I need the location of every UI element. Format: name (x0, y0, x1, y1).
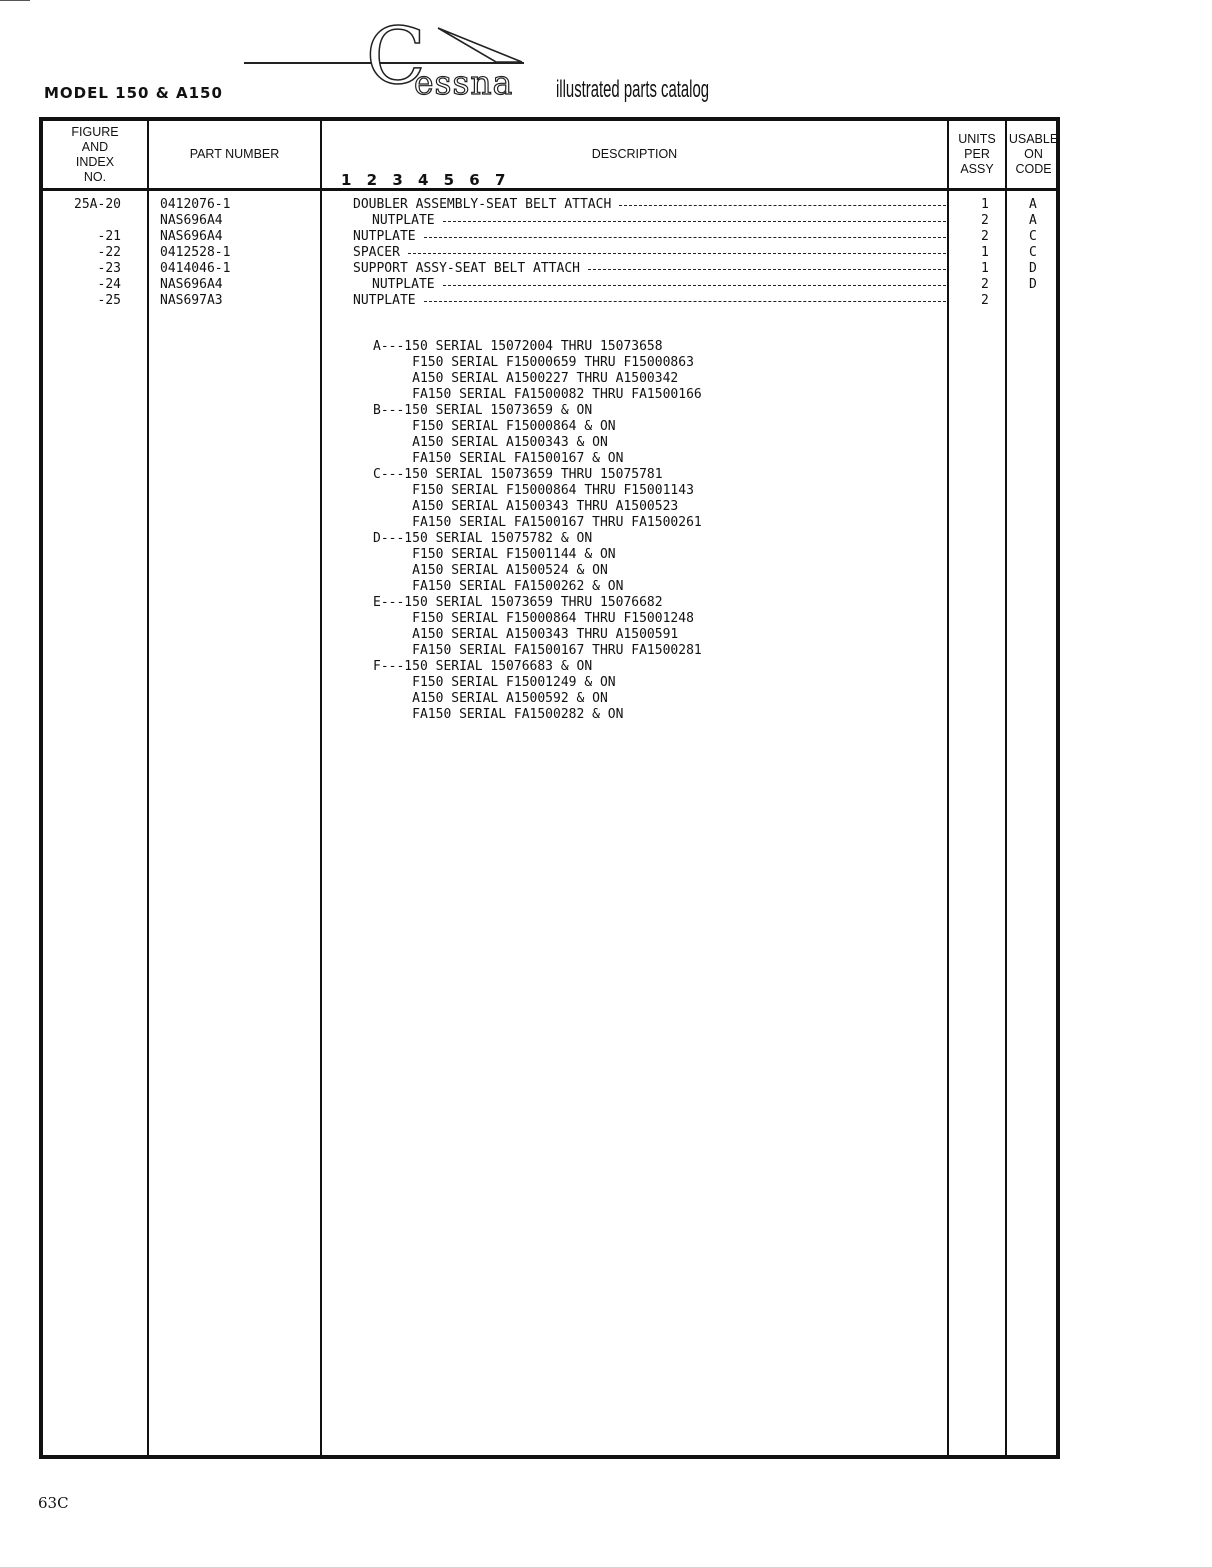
figure-index-cell: -22 (97, 245, 121, 260)
description-cell (353, 229, 948, 245)
effectivity-note-line: FA150 SERIAL FA1500282 & ON (373, 707, 624, 722)
header-part-number: PART NUMBER (189, 147, 280, 161)
usable-on-code-cell: A (1029, 213, 1037, 228)
part-number-cell: NAS697A3 (160, 293, 223, 308)
effectivity-note-line: F150 SERIAL F15000659 THRU F15000863 (373, 355, 694, 370)
usable-on-code-cell: D (1029, 261, 1037, 276)
effectivity-note-line: A150 SERIAL A1500524 & ON (373, 563, 608, 578)
effectivity-note-line: FA150 SERIAL FA1500082 THRU FA1500166 (373, 387, 702, 402)
effectivity-note-line: F150 SERIAL F15000864 & ON (373, 419, 616, 434)
effectivity-note-line: A150 SERIAL A1500227 THRU A1500342 (373, 371, 679, 386)
indent-level-header: 1 2 3 4 5 6 7 (341, 171, 511, 189)
effectivity-note-line: F150 SERIAL F15001144 & ON (373, 547, 616, 562)
logo-initial: C (366, 12, 426, 102)
part-number-cell: 0414046-1 (160, 261, 231, 276)
table-row (43, 213, 1056, 229)
units-per-assy-cell: 2 (981, 229, 989, 244)
effectivity-note-line: A150 SERIAL A1500343 THRU A1500523 (373, 499, 679, 514)
description-text: SUPPORT ASSY-SEAT BELT ATTACH (353, 261, 580, 276)
description-cell (372, 277, 948, 293)
table-row (43, 277, 1056, 293)
column-divider (1005, 121, 1007, 1455)
catalog-subtitle: illustrated parts catalog (556, 76, 710, 103)
leader-dashes (619, 197, 946, 206)
leader-dashes (443, 277, 946, 286)
effectivity-note-line: D---150 SERIAL 15075782 & ON (373, 531, 593, 546)
description-text: NUTPLATE (353, 229, 416, 244)
units-per-assy-cell: 1 (981, 197, 989, 212)
figure-index-cell: 25A-20 (74, 197, 121, 212)
header-units-per-assy: UNITS PER ASSY (958, 132, 996, 176)
effectivity-note-line: FA150 SERIAL FA1500262 & ON (373, 579, 624, 594)
description-text: DOUBLER ASSEMBLY-SEAT BELT ATTACH (353, 197, 612, 212)
part-number-cell: NAS696A4 (160, 229, 223, 244)
header-description: DESCRIPTION (591, 147, 678, 161)
units-per-assy-cell: 2 (981, 277, 989, 292)
leader-dashes (588, 261, 946, 270)
leader-dashes (408, 245, 946, 254)
column-divider (947, 121, 949, 1455)
effectivity-note-line: C---150 SERIAL 15073659 THRU 15075781 (373, 467, 663, 482)
header-figure-index: FIGURE AND INDEX NO. (71, 124, 119, 184)
part-number-cell: 0412076-1 (160, 197, 231, 212)
effectivity-note-line: A---150 SERIAL 15072004 THRU 15073658 (373, 339, 663, 354)
figure-index-cell: -23 (97, 261, 121, 276)
effectivity-notes (373, 339, 702, 723)
header-rule (43, 188, 1056, 191)
table-row (43, 197, 1056, 213)
units-per-assy-cell: 2 (981, 293, 989, 308)
page-number: 63C (38, 1494, 69, 1512)
units-per-assy-cell: 1 (981, 245, 989, 260)
description-cell (353, 261, 948, 277)
description-text: NUTPLATE (372, 277, 435, 292)
effectivity-note-line: E---150 SERIAL 15073659 THRU 15076682 (373, 595, 663, 610)
effectivity-note-line: FA150 SERIAL FA1500167 & ON (373, 451, 624, 466)
description-cell (353, 245, 948, 261)
logo-swoosh (436, 26, 526, 66)
units-per-assy-cell: 2 (981, 213, 989, 228)
effectivity-note-line: FA150 SERIAL FA1500167 THRU FA1500261 (373, 515, 702, 530)
effectivity-note-line: A150 SERIAL A1500343 THRU A1500591 (373, 627, 679, 642)
logo-wordmark: essna (414, 63, 514, 102)
table-row (43, 261, 1056, 277)
usable-on-code-cell: C (1029, 229, 1037, 244)
column-divider (147, 121, 149, 1455)
usable-on-code-cell: C (1029, 245, 1037, 260)
description-text: NUTPLATE (353, 293, 416, 308)
leader-dashes (443, 213, 946, 222)
leader-dashes (424, 293, 946, 302)
model-title: MODEL 150 & A150 (44, 84, 223, 102)
table-row (43, 293, 1056, 309)
figure-index-cell: -21 (97, 229, 121, 244)
column-divider (320, 121, 322, 1455)
effectivity-note-line: F150 SERIAL F15000864 THRU F15001143 (373, 483, 694, 498)
effectivity-note-line: F150 SERIAL F15001249 & ON (373, 675, 616, 690)
part-number-cell: 0412528-1 (160, 245, 231, 260)
part-number-cell: NAS696A4 (160, 213, 223, 228)
description-cell (353, 197, 948, 213)
usable-on-code-cell: D (1029, 277, 1037, 292)
effectivity-note-line: B---150 SERIAL 15073659 & ON (373, 403, 593, 418)
units-per-assy-cell: 1 (981, 261, 989, 276)
part-number-cell: NAS696A4 (160, 277, 223, 292)
figure-index-cell: -25 (97, 293, 121, 308)
leader-dashes (424, 229, 946, 238)
description-text: SPACER (353, 245, 400, 260)
table-row (43, 245, 1056, 261)
effectivity-note-line: F---150 SERIAL 15076683 & ON (373, 659, 593, 674)
figure-index-cell: -24 (97, 277, 121, 292)
table-row (43, 229, 1056, 245)
header-usable-on-code: USABLE ON CODE (1008, 132, 1059, 176)
description-cell (372, 213, 948, 229)
description-cell (353, 293, 948, 309)
usable-on-code-cell: A (1029, 197, 1037, 212)
effectivity-note-line: FA150 SERIAL FA1500167 THRU FA1500281 (373, 643, 702, 658)
parts-table (39, 117, 1060, 1459)
description-text: NUTPLATE (372, 213, 435, 228)
effectivity-note-line: A150 SERIAL A1500592 & ON (373, 691, 608, 706)
effectivity-note-line: F150 SERIAL F15000864 THRU F15001248 (373, 611, 694, 626)
corner-mark (0, 0, 30, 1)
effectivity-note-line: A150 SERIAL A1500343 & ON (373, 435, 608, 450)
